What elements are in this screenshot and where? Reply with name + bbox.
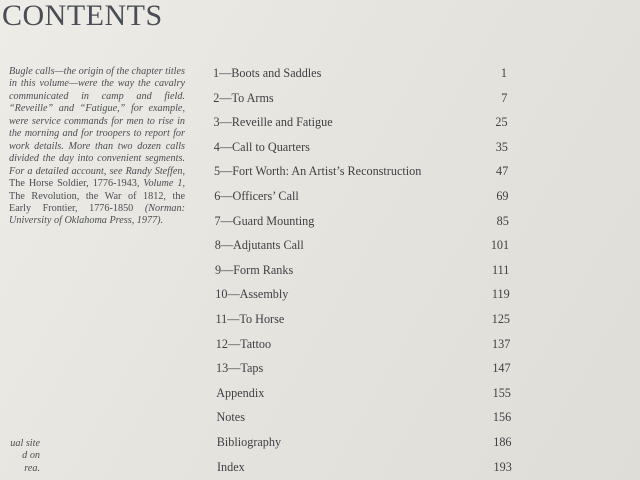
toc-entry-title: 8—Adjutants Call (214, 238, 304, 253)
note-volume-title: The Revolution, the War of 1812, the Early Frontier, 1776-1850 (9, 190, 185, 214)
note-publisher: (Norman: University of Oklahoma Press, 1977). (9, 202, 185, 227)
toc-entry-title: Notes (216, 410, 245, 425)
note-text: Bugle calls—the origin of the chapter titles in this volume—were the way the cavalry communicated in camp and field. “Reveille” and “Fatigue,” for example, were service commands for men to rise in the morning and for troopers to report for work details. More than two dozen calls divided the day into convenient segments. For a detailed account, see Randy Steffen, (9, 66, 185, 177)
toc-entry-title: 12—Tattoo (215, 336, 272, 351)
toc-entry-page: 186 (493, 435, 512, 449)
toc-entry-page: 156 (492, 410, 512, 425)
toc-entry-page: 147 (492, 361, 511, 376)
toc-entry-title: 13—Taps (216, 361, 264, 376)
toc-entry-title: 5—Fort Worth: An Artist’s Reconstruction (214, 164, 422, 179)
page-title: CONTENTS (2, 0, 163, 32)
toc-entry-title: Index (217, 459, 245, 474)
toc-entry-page: 101 (490, 238, 510, 253)
caption-line: ual site (10, 438, 40, 449)
toc-entry-page: 155 (492, 385, 511, 400)
toc-entry-page: 193 (493, 459, 512, 474)
toc-entry-page: 137 (492, 336, 511, 351)
toc-entry-title: 3—Reveille and Fatigue (213, 115, 333, 130)
toc-entry-title: Appendix (216, 385, 265, 400)
toc-entry-title: 6—Officers’ Call (214, 189, 299, 203)
toc-entry-title: Bibliography (216, 435, 282, 449)
toc-entry-page: 25 (495, 115, 508, 130)
note-book-title: The Horse Soldier, 1776-1943, (9, 178, 144, 190)
toc-entry-page: 85 (496, 213, 509, 228)
toc-entry-page: 7 (501, 90, 508, 105)
toc-entry-page: 69 (496, 189, 509, 203)
note-volume-label: Volume 1, (143, 178, 185, 190)
caption-line: d on (22, 450, 40, 462)
toc-entry-page: 35 (495, 139, 508, 154)
toc-entry-page: 1 (500, 66, 507, 80)
toc-entry-title: 10—Assembly (215, 287, 289, 302)
toc-entry-title: 4—Call to Quarters (213, 139, 310, 154)
toc-entry-title: 9—Form Ranks (215, 262, 294, 277)
toc-entry-title: 1—Boots and Saddles (213, 66, 322, 80)
toc-entry-page: 111 (492, 262, 510, 277)
toc-entry-title: 7—Guard Mounting (214, 213, 315, 228)
toc-entry-title: 11—To Horse (215, 312, 285, 326)
toc-entry-page: 119 (491, 287, 510, 302)
caption-line: rea. (24, 462, 40, 474)
toc-entry-page: 125 (491, 312, 510, 326)
toc-entry-page: 47 (496, 164, 509, 179)
toc-entry-title: 2—To Arms (213, 90, 274, 105)
